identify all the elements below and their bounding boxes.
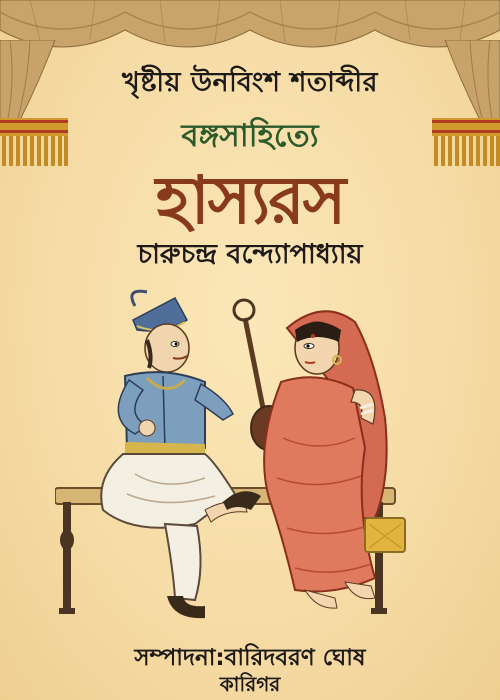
publisher-name: কারিগর (219, 672, 281, 696)
book-subtitle: খৃষ্টীয় উনবিংশ শতাব্দীর (122, 67, 378, 98)
book-editor: সম্পাদনা:বারিদবরণ ঘোষ (134, 645, 366, 671)
book-subtitle-line-2: বঙ্গসাহিত্যে (181, 118, 319, 154)
couple-on-bench-illustration (55, 278, 465, 638)
man-figure (101, 291, 261, 618)
book-author: চারুচন্দ্র বন্দ্যোপাধ্যায় (137, 239, 363, 270)
book-title: হাস্যরস (155, 161, 345, 239)
